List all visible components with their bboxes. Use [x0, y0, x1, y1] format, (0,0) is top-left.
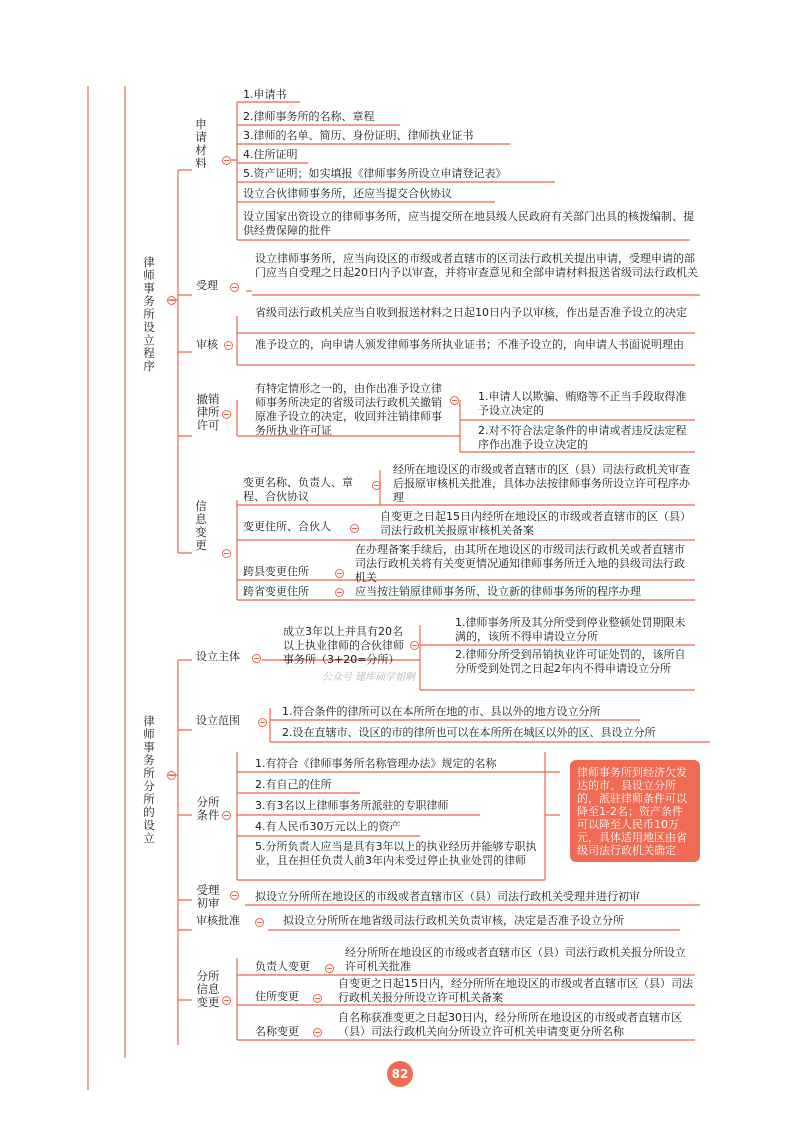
list-item: 1.申请人以欺骗、贿赂等不正当手段取得准予设立决定的	[478, 390, 687, 417]
list-item: 拟设立分所所在地设区的市级或者直辖市区（县）司法行政机关受理并进行初审	[255, 890, 640, 903]
section-title-branch-setup: 律师事务所分所的设立	[143, 714, 155, 845]
list-item: 2.有自己的住所	[255, 778, 332, 791]
list-item: 省级司法行政机关应当自收到报送材料之日起10日内予以审核，作出是否准予设立的决定	[255, 306, 687, 319]
list-item: 在办理备案手续后，由其所在地设区的市级司法行政机关或者直辖市司法行政机关将有关变更情况通知律师事务所迁入地的县级司法行政机关	[355, 543, 685, 584]
collapse-icon[interactable]	[167, 296, 176, 305]
list-item: 3.有3名以上律师事务所派驻的专职律师	[255, 799, 449, 812]
group-label-acceptance: 受理	[196, 279, 218, 292]
list-item: 准予设立的，向申请人颁发律师事务所执业证书；不准予设立的，向申请人书面说明理由	[255, 338, 684, 351]
group-label-application-materials: 申请材料	[195, 117, 207, 170]
branch-note-box: 律师事务所到经济欠发达的市、县设立分所的，派驻律师条件可以降至1-2名；资产条件可以降至人民币10万元，具体适用地区由省级司法行政机关确定	[570, 760, 700, 862]
list-item: 5.资产证明；如实填报《律师事务所设立申请登记表》	[243, 167, 507, 180]
group-label-approval: 审核批准	[196, 914, 240, 927]
collapse-icon[interactable]	[258, 718, 267, 727]
list-item: 1.符合条件的律所可以在本所所在地的市、县以外的地方设立分所	[282, 705, 601, 718]
collapse-icon[interactable]	[222, 811, 231, 820]
collapse-icon[interactable]	[224, 341, 233, 350]
collapse-icon[interactable]	[372, 481, 381, 490]
group-label-initial-review: 受理初审	[196, 883, 220, 910]
list-item: 拟设立分所所在地省级司法行政机关负责审核，决定是否准予设立分所	[283, 914, 624, 927]
sub-label: 变更名称、负责人、章程、合伙协议	[243, 476, 353, 503]
list-item: 2.律师分所受到吊销执业许可证处罚的，该所自分所受到处罚之日起2年内不得申请设立分所	[455, 648, 686, 675]
list-item: 应当按注销原律师事务所、设立新的律师事务所的程序办理	[355, 585, 641, 598]
list-item: 有特定情形之一的，由作出准予设立律师事务所决定的省级司法行政机关撤销原准予设立的决定，收回并注销律师事务所执业许可证	[255, 382, 442, 437]
list-item: 2.设在直辖市、设区的市的律所也可以在本所所在城区以外的区、县设立分所	[282, 726, 656, 739]
collapse-icon[interactable]	[230, 891, 239, 900]
collapse-icon[interactable]	[450, 396, 459, 405]
list-item: 2.律师事务所的名称、章程	[243, 110, 375, 123]
group-label-review: 审核	[196, 338, 218, 351]
collapse-icon[interactable]	[230, 283, 239, 292]
group-label-scope: 设立范围	[196, 714, 240, 727]
group-label-revocation: 撤销律所许可	[196, 392, 220, 432]
list-item: 4.住所证明	[243, 148, 298, 161]
group-label-info-change: 信息变更	[195, 499, 207, 552]
group-label-branch-info-change: 分所信息变更	[196, 969, 220, 1009]
list-item: 成立3年以上并具有20名以上执业律师的合伙律师事务所（3+20=分所）	[283, 625, 404, 666]
sub-label: 负责人变更	[255, 960, 310, 973]
collapse-icon[interactable]	[325, 964, 334, 973]
list-item: 1.申请书	[243, 88, 287, 101]
collapse-icon[interactable]	[222, 549, 231, 558]
list-item: 5.分所负责人应当是具有3年以上的执业经历并能够专职执业，且在担任负责人前3年内未受过停止执业处罚的律师	[255, 840, 537, 867]
list-item: 3.律师的名单、简历、身份证明、律师执业证书	[243, 129, 474, 142]
collapse-icon[interactable]	[350, 524, 359, 533]
sub-label: 跨省变更住所	[243, 585, 309, 598]
collapse-icon[interactable]	[222, 996, 231, 1005]
group-label-subject: 设立主体	[196, 650, 240, 663]
collapse-icon[interactable]	[222, 410, 231, 419]
sub-label: 变更住所、合伙人	[243, 520, 331, 533]
sub-label: 住所变更	[255, 990, 299, 1003]
collapse-icon[interactable]	[222, 156, 231, 165]
list-item: 自名称获准变更之日起30日内，经分所所在地设区的市级或者直辖市区（县）司法行政机关向分所设立许可机关申请变更分所名称	[338, 1011, 682, 1038]
list-item: 经所在地设区的市级或者直辖市的区（县）司法行政机关审查后报原审核机关批准，具体办法按律师事务所设立许可程序办理	[393, 463, 690, 504]
list-item: 设立合伙律师事务所，还应当提交合伙协议	[243, 187, 452, 200]
collapse-icon[interactable]	[335, 569, 344, 578]
collapse-icon[interactable]	[255, 918, 264, 927]
list-item: 自变更之日起15日内，经分所所在地设区的市级或者直辖市区（县）司法行政机关报分所设立许可机关备案	[338, 977, 693, 1004]
collapse-icon[interactable]	[313, 1028, 322, 1037]
list-item: 自变更之日起15日内经所在地设区的市级或者直辖市的区（县）司法行政机关报原审核机关备案	[380, 510, 691, 537]
list-item: 4.有人民币30万元以上的资产	[255, 820, 401, 833]
list-item: 1.律师事务所及其分所受到停业整顿处罚期限未满的，该所不得申请设立分所	[455, 616, 686, 643]
sub-label: 名称变更	[255, 1025, 299, 1038]
sub-label: 跨县变更住所	[243, 565, 309, 578]
page-number-badge: 82	[387, 1061, 413, 1087]
watermark: 公众号 建库硕学姐啊	[322, 672, 416, 683]
collapse-icon[interactable]	[167, 771, 176, 780]
collapse-icon[interactable]	[410, 641, 419, 650]
list-item: 2.对不符合法定条件的申请或者违反法定程序作出准予设立决定的	[478, 424, 687, 451]
collapse-icon[interactable]	[335, 588, 344, 597]
section-title-firm-setup: 律师事务所设立程序	[143, 255, 155, 373]
list-item: 经分所所在地设区的市级或者直辖市区（县）司法行政机关报分所设立许可机关批准	[345, 946, 686, 973]
collapse-icon[interactable]	[252, 654, 261, 663]
list-item: 设立律师事务所，应当向设区的市级或者直辖市的区司法行政机关提出申请，受理申请的部门应当自受理之日起20日内予以审查，并将审查意见和全部申请材料报送省级司法行政机关	[255, 252, 698, 279]
collapse-icon[interactable]	[313, 994, 322, 1003]
list-item: 设立国家出资设立的律师事务所，应当提交所在地县级人民政府有关部门出具的核拨编制、提供经费保障的批件	[243, 210, 694, 237]
group-label-conditions: 分所条件	[196, 795, 220, 822]
list-item: 1.有符合《律师事务所名称管理办法》规定的名称	[255, 757, 497, 770]
